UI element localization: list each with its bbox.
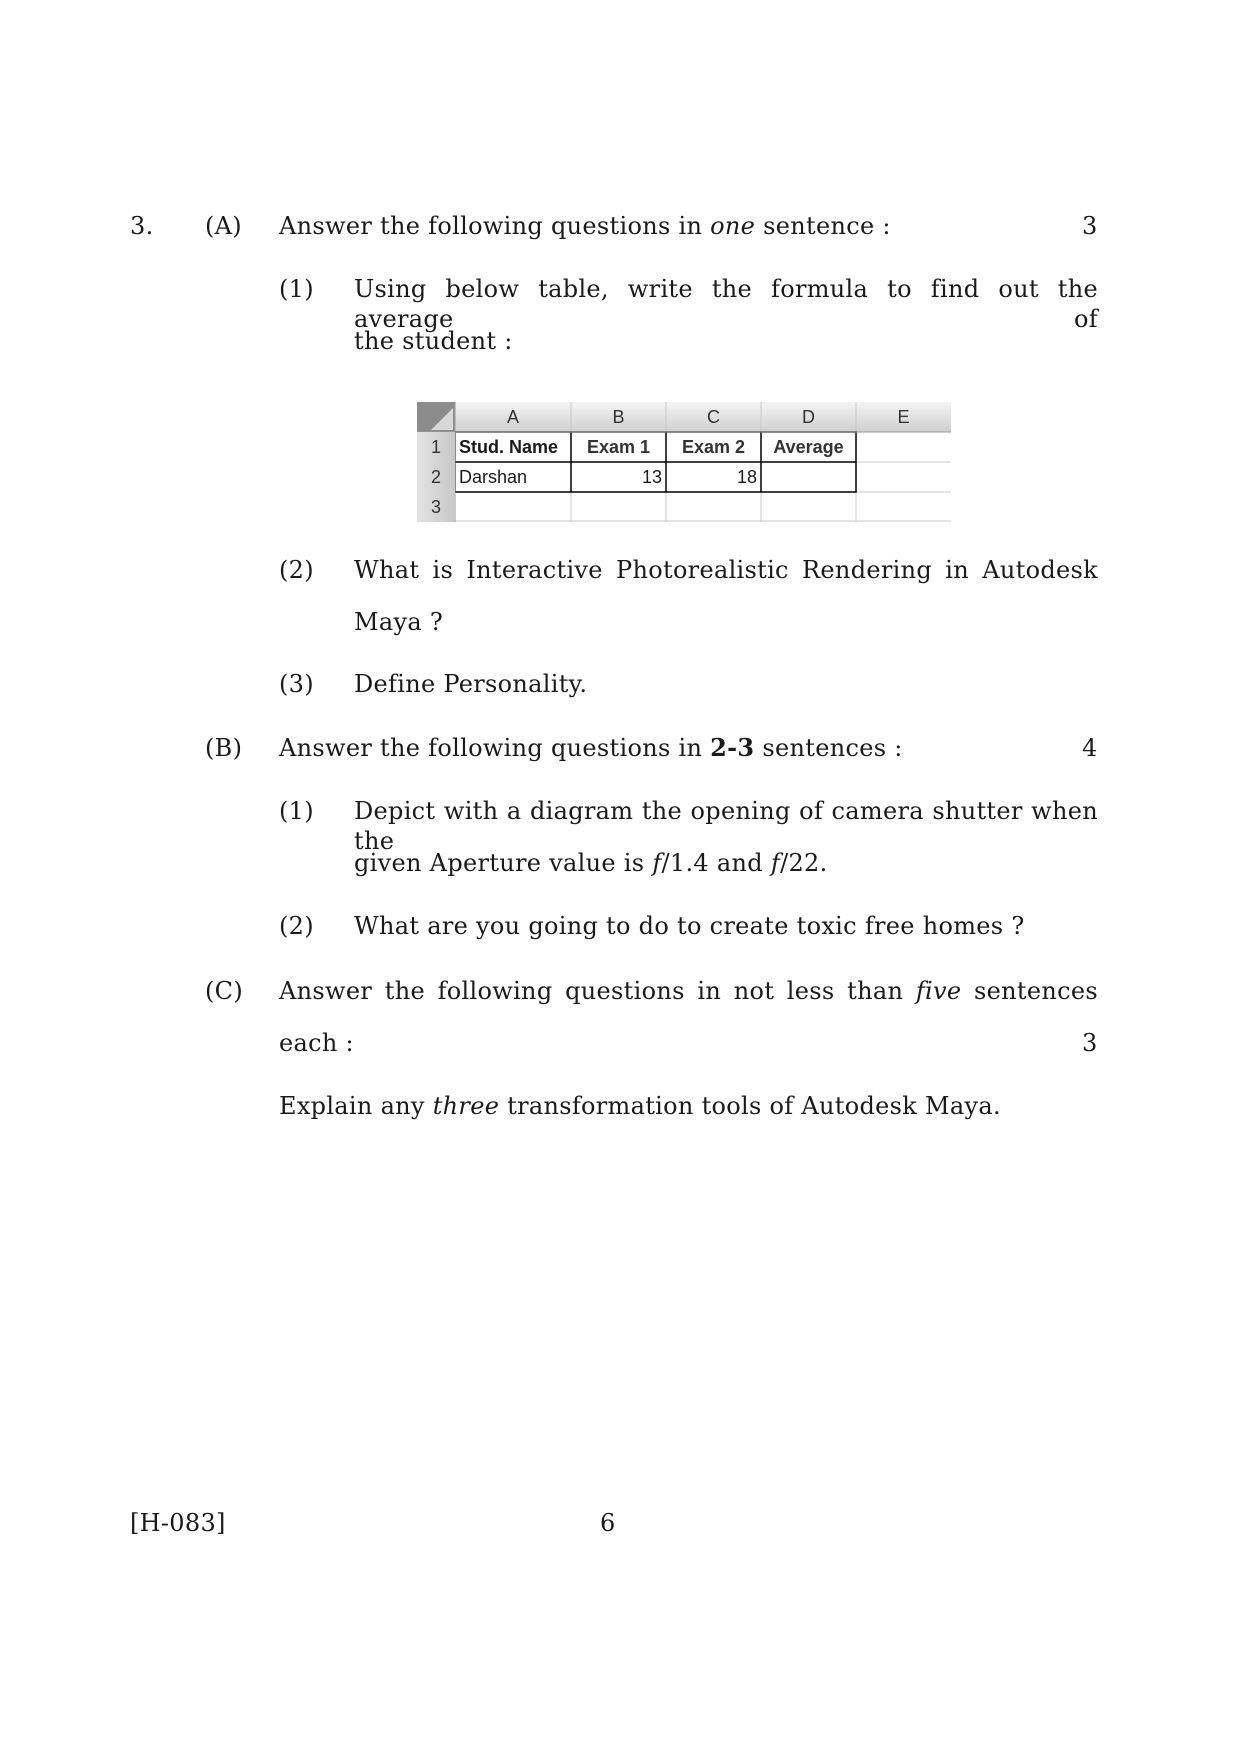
row-header: 1 <box>417 432 455 462</box>
item-number: (2) <box>279 556 314 584</box>
table-cell <box>761 462 856 492</box>
part-b-marks: 4 <box>1082 734 1098 762</box>
table-cell: Stud. Name <box>459 437 559 457</box>
part-c-marks: 3 <box>1082 1029 1098 1057</box>
part-c-label: (C) <box>205 977 243 1005</box>
part-c-item: Explain any three transformation tools of Autodesk Maya. <box>279 1092 1001 1120</box>
part-c-instruction-cont: each : <box>279 1029 354 1057</box>
table-cell: Exam 2 <box>681 437 746 457</box>
table-cell: Exam 1 <box>586 437 651 457</box>
item-text-line: Maya ? <box>354 608 444 636</box>
item-text-line: Depict with a diagram the opening of camera shutter when the <box>354 797 1098 855</box>
table-cell: Darshan <box>459 467 528 487</box>
part-a-instruction: Answer the following questions in one sentence : <box>279 212 891 240</box>
item-text-line: Using below table, write the formula to find out the average of <box>354 275 1098 333</box>
row-header: 3 <box>417 492 455 522</box>
spreadsheet-table <box>417 402 951 522</box>
item-text-line: What are you going to do to create toxic free homes ? <box>354 912 1025 940</box>
item-number: (3) <box>279 670 314 698</box>
item-text-line: What is Interactive Photorealistic Rendering in Autodesk <box>354 556 1098 584</box>
part-b-label: (B) <box>205 734 243 762</box>
column-header: C <box>707 407 720 427</box>
column-header: E <box>897 407 910 427</box>
part-a-marks: 3 <box>1082 212 1098 240</box>
question-number: 3. <box>130 212 154 240</box>
item-text-line: given Aperture value is f/1.4 and f/22. <box>354 849 828 877</box>
column-header: D <box>802 407 815 427</box>
table-cell <box>856 432 951 462</box>
column-header: B <box>612 407 625 427</box>
item-text-line: the student : <box>354 327 513 355</box>
item-number: (2) <box>279 912 314 940</box>
item-number: (1) <box>279 797 314 825</box>
table-cell <box>856 462 951 492</box>
item-text-line: Define Personality. <box>354 670 588 698</box>
part-b-instruction: Answer the following questions in 2-3 sentences : <box>279 733 903 762</box>
table-cell: 13 <box>641 467 662 487</box>
item-number: (1) <box>279 275 314 303</box>
row-header: 2 <box>417 462 455 492</box>
table-cell: 18 <box>736 467 757 487</box>
page-number: 6 <box>600 1509 616 1537</box>
paper-code: [H-083] <box>130 1509 226 1537</box>
part-c-instruction: Answer the following questions in not less than five sentences <box>279 977 1098 1005</box>
table-cell: Average <box>773 437 844 457</box>
part-a-label: (A) <box>205 212 242 240</box>
column-header: A <box>506 407 519 427</box>
